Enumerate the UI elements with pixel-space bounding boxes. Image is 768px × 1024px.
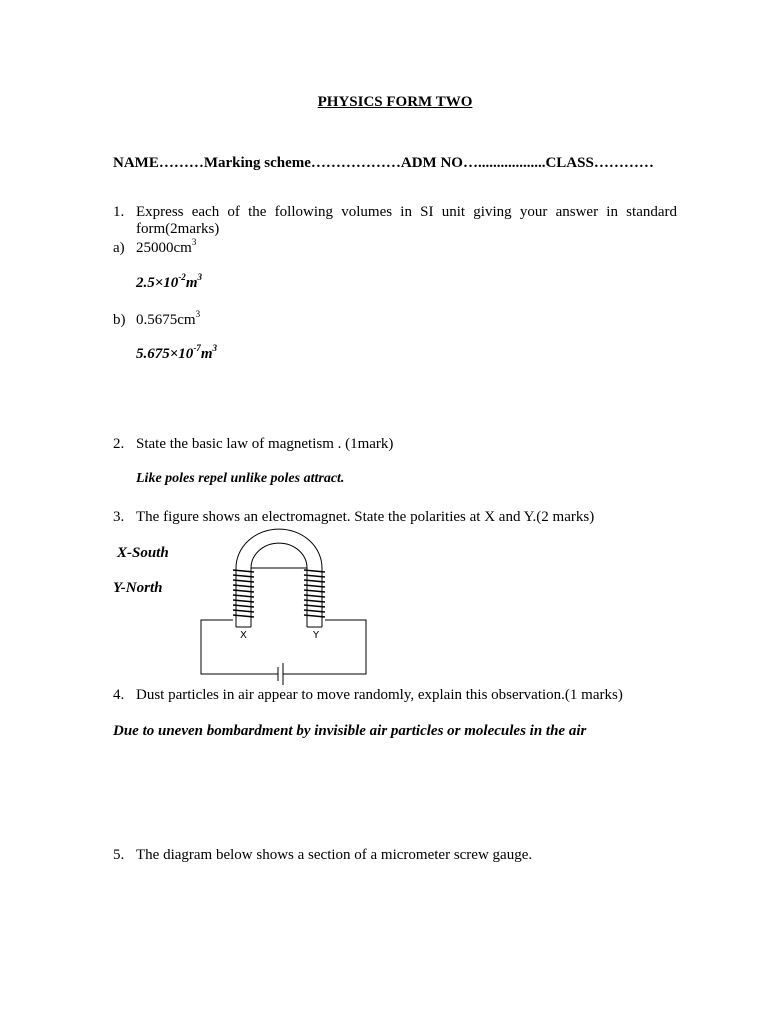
q1-text: Express each of the following volumes in SI unit giving your answer in standard form(2marks) [136, 204, 677, 237]
q4-answer: Due to uneven bombardment by invisible air particles or molecules in the air [113, 723, 587, 739]
q1b-exponent: 3 [195, 309, 201, 319]
q1b-answer-unit: m [200, 346, 213, 362]
label-x: X [240, 630, 247, 641]
student-header-line: NAME………Marking scheme………………ADM NO…..................CLASS………… [113, 155, 654, 171]
q2-text: State the basic law of magnetism . (1mark) [136, 436, 394, 452]
q3-answer-y: Y-North [113, 580, 163, 596]
q3-answer-x: X-South [117, 545, 169, 561]
q5-number: 5. [113, 847, 125, 863]
label-y: Y [313, 630, 320, 641]
electromagnet-diagram [195, 528, 375, 688]
q1b-answer-exponent: -7 [193, 343, 201, 353]
q2-answer: Like poles repel unlike poles attract. [136, 471, 345, 486]
page-title: PHYSICS FORM TWO [317, 94, 473, 110]
q4-number: 4. [113, 687, 125, 703]
q1a-answer-base: 2.5×10 [136, 275, 179, 291]
q1a-value-text: 25000cm [136, 240, 192, 256]
q1b-label: b) [113, 312, 126, 328]
q1b-value-text: 0.5675cm [136, 312, 196, 328]
q1a-answer-unit: m [185, 275, 198, 291]
q1b-answer-unit-exponent: 3 [212, 343, 217, 353]
q1b-answer [136, 343, 217, 363]
q1a-value [136, 237, 197, 257]
q4-text: Dust particles in air appear to move randomly, explain this observation.(1 marks) [136, 687, 623, 703]
q1a-label: a) [113, 240, 125, 256]
q1a-answer-exponent: -2 [178, 272, 186, 282]
q1a-answer [136, 272, 202, 292]
q3-number: 3. [113, 509, 125, 525]
q1b-value [136, 309, 201, 329]
q3-text: The figure shows an electromagnet. State the polarities at X and Y.(2 marks) [136, 509, 595, 525]
q1b-answer-base: 5.675×10 [136, 346, 194, 362]
battery-icon [278, 663, 283, 685]
q1a-exponent: 3 [191, 237, 197, 247]
q1-number: 1. [113, 204, 125, 220]
q1a-answer-unit-exponent: 3 [197, 272, 202, 282]
q5-text: The diagram below shows a section of a micrometer screw gauge. [136, 847, 533, 863]
q2-number: 2. [113, 436, 125, 452]
